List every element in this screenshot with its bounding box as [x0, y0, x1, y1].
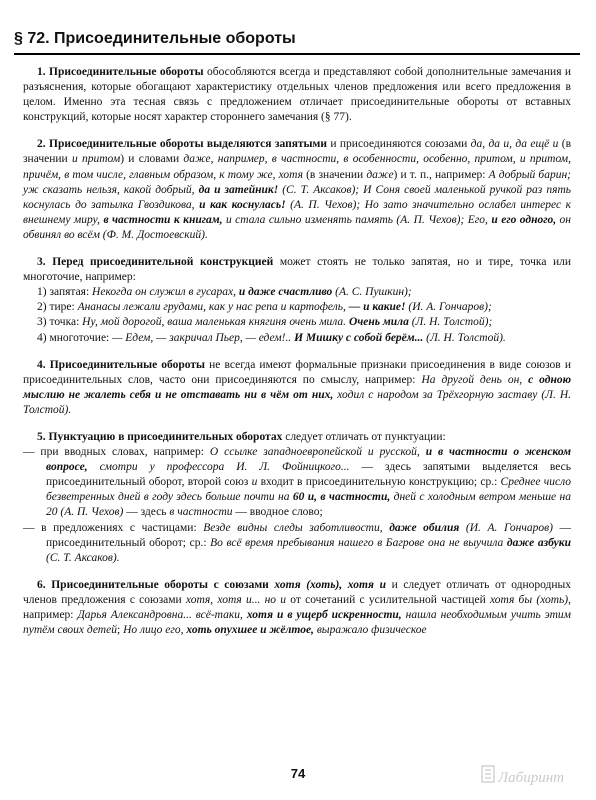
list-item-text: — здесь запятыми выделяется весь присоединительный оборот, второй союз — [46, 461, 571, 489]
paragraph-3 — [23, 255, 571, 346]
paragraph-4 — [23, 358, 571, 418]
list-item-text: — присоединительный оборот; ср.: — [46, 521, 572, 549]
paragraph-1-lead: Присоединительные обороты — [49, 66, 204, 78]
list-item-example: Ананасы лежали грудами, как у нас репа и картофель, — [77, 301, 349, 314]
list-item — [23, 445, 571, 520]
list-item-example: — Едем, — закричал Пьер, — едем!.. — [112, 331, 295, 344]
paragraph-2-lead: Присоединительные обороты выделяются запятыми — [49, 138, 327, 151]
paragraph-1-text: обособляются всегда и представляют собой дополнительные замечания и разъяснения, которые обогащают характеристику отдельных членов предложения или всего предложения в целом. Именно эта тесная связь с предложением отличает присоединительные обороты от вставных конструкций, которые носят характер стороннего замечания (§ 77). — [23, 66, 572, 124]
paragraph-2-example: А добрый барин; уж сказать нельзя, какой добрый, — [23, 168, 571, 196]
paragraph-2-source: (С. Т. Аксаков); — [278, 183, 364, 196]
paragraph-4-number: 4. — [37, 358, 46, 371]
list-item-example: О ссылке западноевропейской и русской, — [209, 446, 426, 459]
list-item-example: Среднее число безветренных дней в году здесь больше почти на — [46, 476, 571, 504]
list-item-label: точка: — [49, 316, 83, 329]
watermark-logo — [478, 758, 590, 794]
list-item-label: запятая: — [49, 286, 93, 299]
paragraph-4-lead: Присоединительные обороты — [49, 358, 206, 371]
paragraph-5-text: следует отличать от пунктуации: — [282, 430, 446, 443]
list-item-example: смотри у профессора И. Л. Фойницкого... — [87, 461, 350, 474]
list-item-highlight: И Мишку с собой берём... — [294, 331, 424, 344]
paragraph-4-text: не всегда имеют формальные признаки присоединения в виде союзов и присоединительных слов, часто они присоединяются по смыслу, например: — [23, 358, 572, 386]
paragraph-2-example-highlight: и как коснулась! — [199, 198, 286, 211]
list-item-highlight: даже азбуки — [506, 536, 571, 549]
list-item-label: многоточие: — [49, 331, 113, 344]
list-item-source: (А. С. Пушкин); — [332, 286, 412, 299]
list-item-number: 4) — [37, 331, 47, 344]
paragraph-1-number: 1. — [37, 66, 46, 78]
paragraph-3-lead: Перед присоединительной конструкцией — [52, 256, 274, 269]
paragraph-4-source: (Л. Н. Толстой). — [23, 388, 571, 416]
paragraph-6-example-highlight: хотя (хоть), хотя и — [274, 578, 386, 591]
list-item-text: при вводных словах, например: — [40, 446, 210, 459]
paragraph-6-number: 6. — [37, 578, 46, 591]
list-item-example: в частности — [169, 506, 233, 519]
list-item-example: Некогда он служил в гусарах, — [92, 286, 239, 299]
list-item-source: (И. А. Гончаров) — [459, 521, 553, 534]
paragraph-6-example-highlight: хоть опухшее и жёлтое, — [186, 624, 314, 637]
paragraph-2-number: 2. — [37, 138, 46, 151]
paragraph-6-text: , например: — [23, 593, 571, 621]
list-item-source: (И. А. Гончаров); — [405, 301, 492, 314]
list-item-source: (А. П. Чехов) — [57, 506, 124, 519]
paragraph-2-example-highlight: да и затейник! — [198, 183, 279, 196]
list-item-source: (Л. Н. Толстой); — [408, 316, 493, 329]
list-item-highlight: — и какие! — [348, 301, 406, 314]
list-item-text: — здесь — [123, 506, 170, 519]
paragraph-1 — [23, 65, 571, 125]
paragraph-6-lead: Присоединительные обороты с союзами — [51, 578, 269, 591]
paragraph-6-example: выражало физическое — [313, 624, 427, 637]
list-item-source: (Л. Н. Толстой). — [423, 331, 506, 344]
paragraph-2-example: он обвинял во всём — [23, 213, 571, 241]
heading-rule — [14, 53, 580, 55]
watermark-text: Лабиринт — [498, 770, 564, 786]
paragraph-2-text: и присоединяются союзами — [327, 138, 471, 151]
section-heading: § 72. Присоединительные обороты — [14, 30, 296, 47]
paragraph-2-example: И Соня своей маленькой ручкой раз пять коснулась до затылка Гвоздикова, — [23, 183, 571, 211]
paragraph-2 — [23, 137, 571, 243]
paragraph-2-text: ) и т. п., например: — [393, 168, 489, 181]
paragraph-5-lead: Пунктуацию в присоединительных оборотах — [48, 430, 283, 443]
list-item-highlight: и даже счастливо — [238, 286, 333, 299]
list-item-example: Ну, мой дорогой, ваша маленькая княгиня очень мила. — [82, 316, 349, 329]
list-item — [23, 331, 571, 346]
paragraph-2-example-highlight: в частности к книгам, — [103, 213, 223, 226]
paragraph-6-example: нашла необходимым учить этим путём своих детей — [23, 609, 571, 637]
paragraph-6 — [23, 578, 571, 638]
page-number: 74 — [290, 766, 306, 781]
paragraph-2-text: и притом — [71, 153, 121, 166]
paragraph-2-text: даже — [366, 168, 394, 181]
paragraph-2-source: (Ф. М. Достоевский). — [99, 228, 208, 241]
list-item — [23, 315, 571, 330]
paragraph-2-text: да, да и, да ещё и — [470, 138, 559, 151]
list-item-example: Везде видны следы заботливости, — [203, 521, 390, 534]
paragraph-2-example: и стала сильно изменять память — [222, 213, 393, 226]
list-item — [23, 521, 571, 566]
paragraph-6-text: и следует отличать от однородных членов предложения с союзами — [23, 578, 572, 606]
paragraph-6-example: хотя бы (хоть) — [489, 593, 569, 606]
list-item — [23, 285, 571, 300]
list-item-number: 2) — [37, 301, 47, 314]
list-item-dash: — — [23, 446, 41, 459]
paragraph-3-text: может стоять не только запятая, но и тире, точка или многоточие, например: — [23, 256, 572, 284]
paragraph-3-intro — [23, 255, 571, 285]
list-item-number: 1) — [37, 286, 47, 299]
list-item-highlight: Очень мила — [348, 316, 409, 329]
paragraph-2-text: даже, например, в частности, в особенности, особенно, притом, и притом, причём, в том числе, главным образом, к тому же, хотя — [23, 153, 571, 181]
paragraph-2-text: (в значении — [23, 138, 571, 166]
paragraph-3-number: 3. — [37, 256, 46, 269]
list-item-dash: — — [23, 521, 42, 534]
paragraph-6-text: ; — [116, 624, 124, 637]
list-item-example: и — [251, 476, 258, 489]
paragraph-2-example: Но зато значительно ослабел интерес к внешнему миру, — [23, 198, 571, 226]
list-item-highlight: и в частности о женском вопросе, — [46, 446, 572, 474]
list-item — [23, 300, 571, 315]
list-item-example: дней с холодным ветром меньше на 20 — [46, 491, 571, 519]
paragraph-2-source: (А. П. Чехов); — [285, 198, 365, 211]
paragraph-6-text: от сочетаний с усилительной частицей — [286, 593, 490, 606]
page-body — [23, 65, 571, 650]
paragraph-2-text: ) и словами — [120, 153, 184, 166]
list-item-text: — вводное слово; — [232, 506, 323, 519]
list-item-number: 3) — [37, 316, 47, 329]
paragraph-6-example-highlight: хотя и в ущерб искренности, — [246, 609, 402, 621]
paragraph-4-example: На другой день он, — [421, 373, 529, 386]
paragraph-2-text: (в значении — [302, 168, 367, 181]
list-item-label: тире: — [49, 301, 78, 314]
paragraph-5 — [23, 430, 571, 566]
paragraph-5-intro — [23, 430, 571, 445]
list-item-text: в предложениях с частицами: — [41, 521, 204, 534]
paragraph-4-example-highlight: с одною мыслию не жалеть себя и не отставать ни в чём от них, — [23, 373, 572, 401]
paragraph-4-example: ходил с народом за Трёхгорную заставу — [333, 388, 538, 401]
paragraph-6-example: Дарья Александровна... всё-таки, — [77, 609, 247, 621]
list-item-highlight: 60 и, в частности, — [292, 491, 391, 504]
list-item-source: (С. Т. Аксаков). — [46, 551, 120, 564]
paragraph-2-example-highlight: и его одного, — [491, 213, 557, 226]
paragraph-5-number: 5. — [37, 430, 46, 443]
paragraph-2-source: (А. П. Чехов); — [392, 213, 468, 226]
paragraph-6-example: Но лицо его, — [123, 624, 187, 637]
paragraph-6-example: хотя, хотя и... но и — [185, 593, 287, 606]
paragraph-2-example: Его, — [467, 213, 492, 226]
list-item-text: входит в присоединительную конструкцию; ср.: — [257, 476, 501, 489]
list-item-highlight: даже обилия — [389, 521, 460, 534]
list-item-example: Во всё время пребывания нашего в Багрове она не выучила — [210, 536, 507, 549]
